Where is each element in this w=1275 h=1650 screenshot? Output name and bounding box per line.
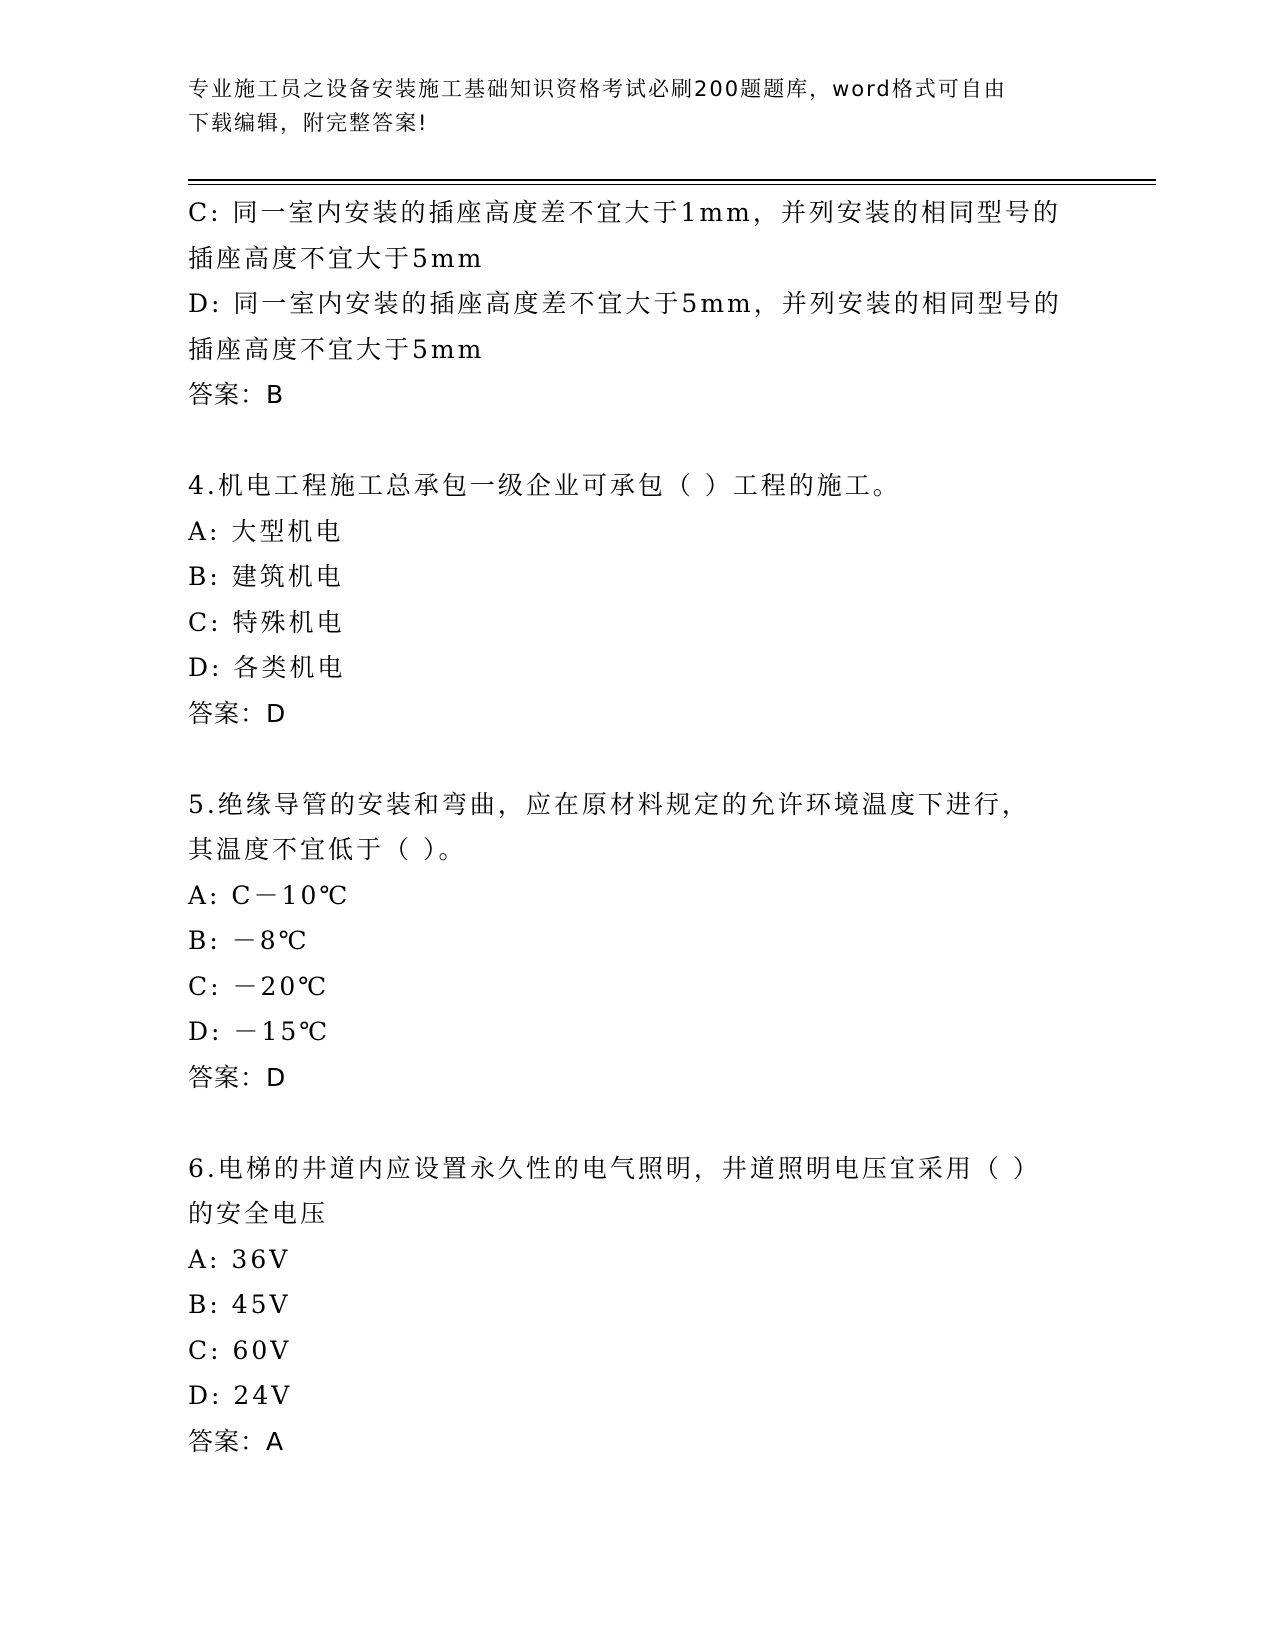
answer: 答案：D (188, 698, 287, 728)
question-3-continued (188, 190, 1088, 418)
spacer (188, 736, 1088, 782)
option-b: B: －8℃ (188, 926, 310, 955)
question-4 (188, 463, 1088, 736)
answer: 答案：A (188, 1426, 285, 1456)
question-5 (188, 782, 1088, 1101)
spacer (188, 418, 1088, 464)
option-d-line-1: D: 同一室内安装的插座高度差不宜大于5mm，并列安装的相同型号的 (188, 289, 1062, 318)
question-stem: 4.机电工程施工总承包一级企业可承包（ ）工程的施工。 (188, 471, 901, 500)
header-line-2: 下载编辑，附完整答案! (188, 111, 429, 135)
option-c: C: －20℃ (188, 971, 330, 1001)
header-divider (188, 179, 1156, 181)
option-d: D: －15℃ (188, 1017, 331, 1046)
option-b: B: 45V (188, 1290, 291, 1319)
option-c-line-2: 插座高度不宜大于5mm (188, 243, 485, 273)
question-stem-line-1: 6.电梯的井道内应设置永久性的电气照明，井道照明电压宜采用（ ） (188, 1153, 1041, 1183)
answer: 答案：B (188, 380, 285, 409)
option-b: B: 建筑机电 (188, 562, 344, 591)
option-d-line-2: 插座高度不宜大于5mm (188, 334, 485, 364)
option-d: D: 各类机电 (188, 653, 346, 682)
spacer (188, 1100, 1088, 1146)
option-c-line-1: C: 同一室内安装的插座高度差不宜大于1mm，并列安装的相同型号的 (188, 198, 1061, 227)
option-a: A: 大型机电 (188, 516, 344, 546)
option-a: A: 36V (188, 1244, 291, 1274)
question-list (188, 190, 1088, 1464)
question-stem-line-2: 其温度不宜低于（ ）。 (188, 835, 467, 864)
option-d: D: 24V (188, 1381, 293, 1410)
option-c: C: 特殊机电 (188, 607, 345, 637)
question-stem-line-1: 5.绝缘导管的安装和弯曲，应在原材料规定的允许环境温度下进行， (188, 789, 1030, 819)
header-divider-thin (188, 184, 1156, 185)
answer: 答案：D (188, 1062, 287, 1092)
question-6 (188, 1146, 1088, 1465)
page-header (188, 72, 1068, 140)
option-a: A: C－10℃ (188, 880, 351, 910)
option-c: C: 60V (188, 1335, 292, 1365)
header-line-1: 专业施工员之设备安装施工基础知识资格考试必刷200题题库，word格式可自由 (188, 77, 1007, 101)
question-stem-line-2: 的安全电压 (188, 1199, 329, 1228)
